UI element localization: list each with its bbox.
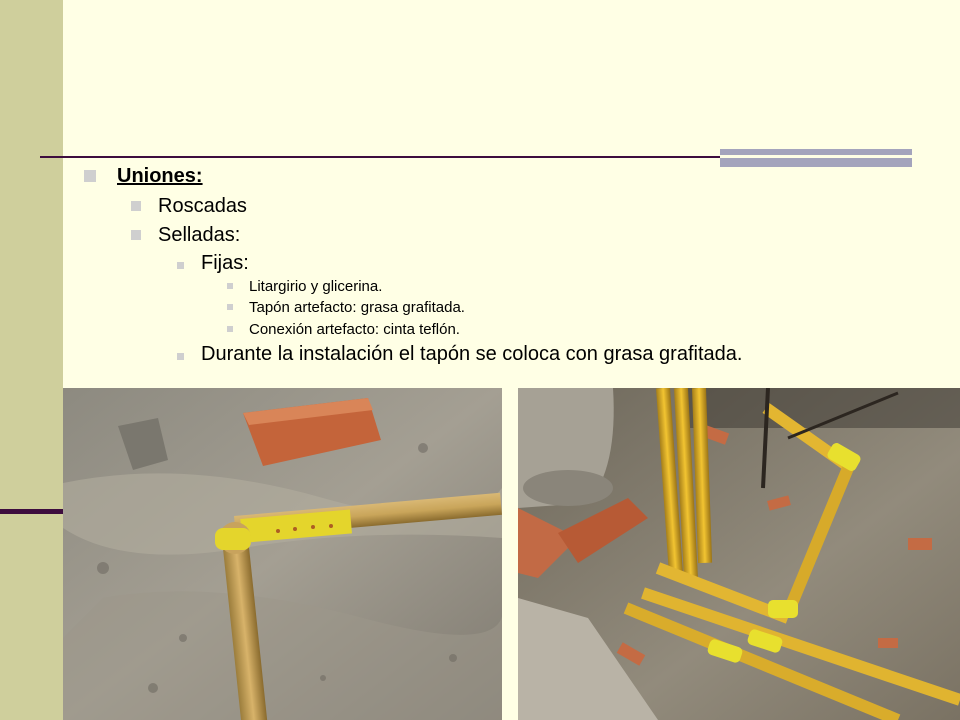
bullet-durante: Durante la instalación el tapón se coloca con grasa grafitada. [201,343,743,365]
bullet-uniones: Uniones: [117,165,203,187]
photo-pipe-installation [518,388,960,720]
photo-pipe-elbow [63,388,502,720]
bullet-marker [84,170,96,182]
bullet-selladas: Selladas: [158,224,241,246]
bullet-marker [227,304,233,310]
bullet-marker [131,230,141,240]
bullet-marker [227,283,233,289]
bullet-tapon: Tapón artefacto: grasa grafitada. [249,299,465,316]
photo-pipe-installation-image [518,388,960,720]
bullet-conexion: Conexión artefacto: cinta teflón. [249,321,460,338]
bullet-marker [131,201,141,211]
bullet-fijas: Fijas: [201,252,249,274]
photo-pipe-elbow-image [63,388,502,720]
left-band-accent [0,509,63,514]
left-decorative-band [0,0,63,720]
bullet-marker [227,326,233,332]
bullet-marker [177,262,184,269]
bullet-litargirio: Litargirio y glicerina. [249,278,383,295]
bullet-roscadas: Roscadas [158,195,247,217]
title-rule-accent [720,149,912,167]
bullet-marker [177,353,184,360]
